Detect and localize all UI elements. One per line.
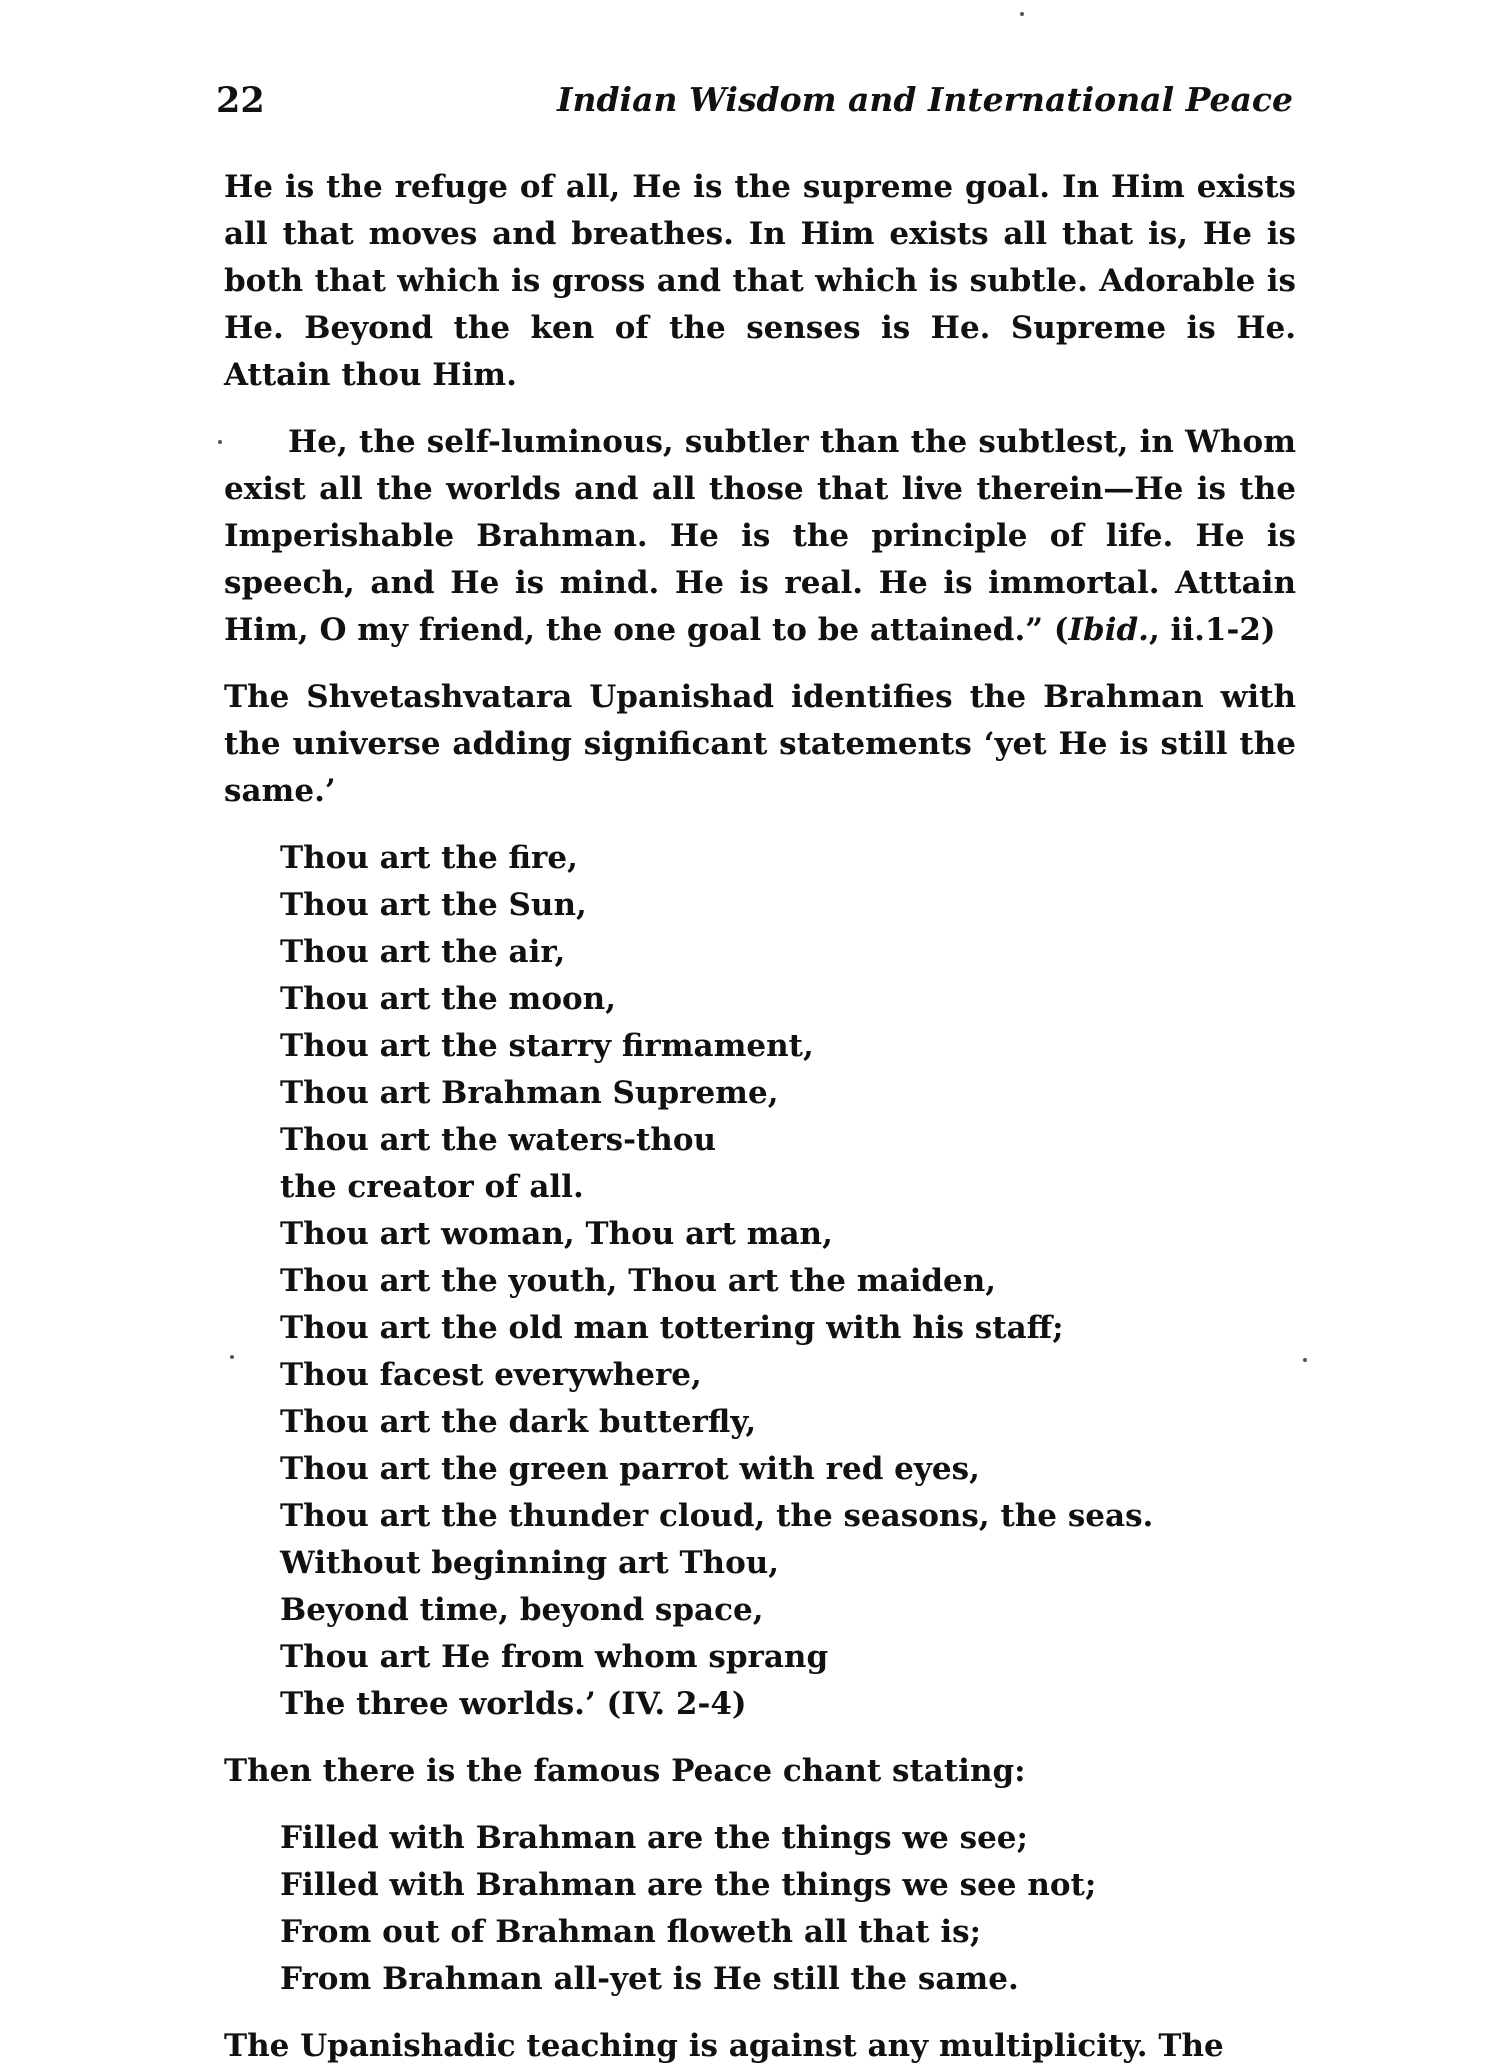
- verse-line: Thou art the thunder cloud, the seasons, the seas.: [280, 1498, 1154, 1534]
- verse-line: the creator of all.: [280, 1169, 584, 1205]
- verse-line: From Brahman all-yet is He still the same.: [280, 1961, 1019, 1997]
- verse-peace-chant: [224, 1815, 1296, 2003]
- verse-line: Without beginning art Thou,: [280, 1545, 780, 1581]
- verse-thou-art: [224, 835, 1296, 1728]
- verse-line: Thou art woman, Thou art man,: [280, 1216, 833, 1252]
- verse-line: Thou art the waters-thou: [280, 1122, 717, 1158]
- verse-line: The three worlds.’ (IV. 2-4): [280, 1686, 747, 1722]
- verse-line: Thou art He from whom sprang: [280, 1639, 829, 1675]
- citation-ibid: Ibid.: [1068, 612, 1149, 648]
- verse-line: Thou art the green parrot with red eyes,: [280, 1451, 980, 1487]
- scan-speck: [1020, 12, 1024, 16]
- running-title: Indian Wisdom and International Peace: [557, 80, 1293, 119]
- citation-ref: , ii.1-2): [1148, 612, 1276, 648]
- paragraph-upanishadic-teaching: The Upanishadic teaching is against any multiplicity. The: [224, 2028, 1224, 2064]
- verse-line: Filled with Brahman are the things we see not;: [280, 1867, 1097, 1903]
- paragraph-self-luminous-text: He, the self-luminous, subtler than the subtlest, in Whom exist all the worlds and all those that live therein—He is the Imperishable Brahman. He is the principle of life. He is speech, and He is mind. He is real. He is immortal. Atttain Him, O my friend, the one goal to be attained.” (: [224, 424, 1296, 648]
- verse-line: Thou art the fire,: [280, 840, 578, 876]
- verse-line: Thou art the youth, Thou art the maiden,: [280, 1263, 997, 1299]
- verse-line: Thou art the Sun,: [280, 887, 587, 923]
- verse-line: Thou art the dark butterfly,: [280, 1404, 757, 1440]
- paragraph-refuge: He is the refuge of all, He is the supreme goal. In Him exists all that moves and breathes. In Him exists all that is, He is both that which is gross and that which is subtle. Adorable is He. Beyond the ken of the senses is He. Supreme is He. Attain thou Him.: [224, 169, 1296, 393]
- verse-line: Thou art the old man tottering with his staff;: [280, 1310, 1064, 1346]
- scan-speck: [218, 440, 222, 444]
- page-number: 22: [216, 80, 265, 121]
- body-text: [224, 164, 1296, 2070]
- paragraph-peace-chant-intro: Then there is the famous Peace chant stating:: [224, 1753, 1026, 1789]
- scan-speck: [230, 1355, 234, 1359]
- verse-line: From out of Brahman floweth all that is;: [280, 1914, 982, 1950]
- verse-line: Thou art the air,: [280, 934, 566, 970]
- scan-speck: [1303, 1358, 1307, 1362]
- page-header: [216, 80, 1293, 130]
- verse-line: Thou facest everywhere,: [280, 1357, 702, 1393]
- paragraph-self-luminous: [224, 419, 1296, 654]
- verse-line: Thou art Brahman Supreme,: [280, 1075, 779, 1111]
- verse-line: Filled with Brahman are the things we see;: [280, 1820, 1028, 1856]
- verse-line: Thou art the moon,: [280, 981, 617, 1017]
- verse-line: Thou art the starry firmament,: [280, 1028, 814, 1064]
- verse-line: Beyond time, beyond space,: [280, 1592, 764, 1628]
- paragraph-shvetashvatara: The Shvetashvatara Upanishad identifies the Brahman with the universe adding significant statements ‘yet He is still the same.’: [224, 679, 1296, 809]
